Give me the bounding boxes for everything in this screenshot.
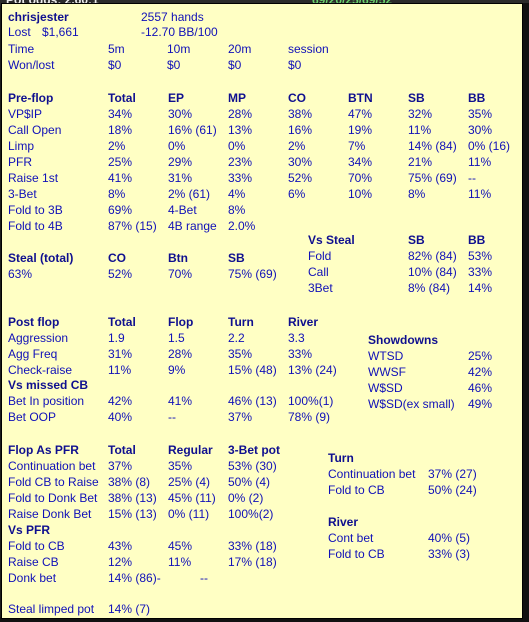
stat-value: 40%	[108, 410, 133, 424]
time-label: Time	[8, 42, 35, 56]
wonlost-label: Won/lost	[8, 58, 55, 72]
stat-value: 0%	[228, 139, 246, 153]
postflop-col-turn: Turn	[228, 315, 254, 329]
steal-total-header: Steal (total)	[8, 251, 74, 265]
stat-value: 42%	[468, 365, 493, 379]
stat-value: 2.2	[228, 331, 245, 345]
stat-value: 82% (84)	[408, 249, 457, 263]
stat-value: 25%	[468, 349, 493, 363]
stat-value: 37% (27)	[428, 467, 477, 481]
player-name[interactable]: chrisjester	[8, 10, 69, 24]
preflop-col-sb: SB	[408, 91, 425, 105]
stat-value: 40% (5)	[428, 531, 471, 545]
stat-label[interactable]: Fold CB to Raise	[8, 475, 99, 489]
stat-value: 29%	[168, 155, 193, 169]
stat-label[interactable]: Check-raise	[8, 363, 73, 377]
stat-value: 35%	[468, 107, 493, 121]
stat-label[interactable]: Fold to CB	[328, 547, 385, 561]
stat-value: 30%	[468, 123, 493, 137]
stat-value: 35%	[228, 347, 253, 361]
vs-steal-header: Vs Steal	[308, 233, 355, 247]
stat-value: 33% (18)	[228, 539, 277, 553]
stat-value: 32%	[408, 107, 433, 121]
stat-value: 41%	[108, 171, 133, 185]
stat-value: 3.3	[288, 331, 305, 345]
stat-label[interactable]: VP$IP	[8, 107, 43, 121]
stat-value: 6%	[288, 187, 306, 201]
stat-value: 38% (13)	[108, 491, 157, 505]
stat-value: 14% (84)	[408, 139, 457, 153]
stat-label[interactable]: 3Bet	[308, 281, 333, 295]
stat-value: 37%	[108, 459, 133, 473]
stat-value: 45% (11)	[168, 491, 216, 505]
stat-value: 43%	[108, 539, 133, 553]
stat-label[interactable]: Donk bet	[8, 571, 57, 585]
vs-pfr-header: Vs PFR	[8, 523, 51, 537]
stat-value: 0% (11)	[168, 507, 210, 521]
preflop-col-total: Total	[108, 91, 136, 105]
stat-label[interactable]: 3-Bet	[8, 187, 37, 201]
stat-label[interactable]: Continuation bet	[8, 459, 96, 473]
stat-label[interactable]: Fold to 3B	[8, 203, 63, 217]
stat-value: 4%	[228, 187, 246, 201]
lost-label: Lost	[8, 25, 31, 39]
stat-value: 78% (9)	[288, 410, 331, 424]
stat-value: 0%	[168, 139, 186, 153]
stat-value: 38% (8)	[108, 475, 151, 489]
stat-value: 15% (48)	[228, 363, 277, 377]
stat-label[interactable]: Agg Freq	[8, 347, 58, 361]
stat-value: 2%	[288, 139, 306, 153]
flop-pfr-col-regular: Regular	[168, 443, 213, 457]
stat-label[interactable]: Aggression	[8, 331, 69, 345]
stat-label[interactable]: 4B range	[168, 219, 217, 233]
stat-value: --	[200, 571, 208, 585]
stat-value: 31%	[108, 347, 133, 361]
stat-value: 13%	[228, 123, 253, 137]
preflop-col-ep: EP	[168, 91, 185, 105]
stat-label[interactable]: Fold to CB	[8, 539, 65, 553]
stat-value: 8%	[228, 203, 246, 217]
stat-value: 33%	[228, 171, 253, 185]
stat-value: 69%	[108, 203, 133, 217]
postflop-col-flop: Flop	[168, 315, 194, 329]
stat-value: 2% (61)	[168, 187, 211, 201]
stat-value: 17% (18)	[228, 555, 277, 569]
preflop-col-co: CO	[288, 91, 306, 105]
stat-value: 34%	[108, 107, 133, 121]
steal-co-value: 52%	[108, 267, 133, 281]
stat-value: 10% (84)	[408, 265, 457, 279]
stat-label[interactable]: Bet OOP	[8, 410, 57, 424]
stat-value: 1.5	[168, 331, 185, 345]
stat-value: 46%	[468, 381, 493, 395]
stat-value: 75% (69)	[408, 171, 457, 185]
wonlost-session: $0	[288, 58, 302, 72]
stat-value: 11%	[108, 363, 132, 377]
stat-value: 31%	[168, 171, 193, 185]
right-shadow	[523, 3, 529, 622]
stat-value: 11%	[468, 155, 492, 169]
stat-value: 33% (3)	[428, 547, 471, 561]
stat-value: 47%	[348, 107, 373, 121]
stat-value: 23%	[228, 155, 253, 169]
stat-label[interactable]: Cont bet	[328, 531, 374, 545]
stat-value: 7%	[348, 139, 366, 153]
stat-value: 33%	[468, 265, 493, 279]
stat-value: 2%	[108, 139, 126, 153]
stat-value: 0% (2)	[228, 491, 264, 505]
stat-label[interactable]: Fold to Donk Bet	[8, 491, 98, 505]
stat-value: 14% (7)	[108, 602, 151, 616]
preflop-col-btn: BTN	[348, 91, 373, 105]
stat-value: 87% (15)	[108, 219, 157, 233]
vs-missed-cb-header: Vs missed CB	[8, 378, 89, 392]
stat-value: 42%	[108, 394, 133, 408]
stat-value: --	[168, 410, 176, 424]
preflop-header: Pre-flop	[8, 91, 54, 105]
vs-steal-col-bb: BB	[468, 233, 486, 247]
stat-value: 28%	[168, 347, 193, 361]
stat-value: 35%	[168, 459, 193, 473]
turn-header: Turn	[328, 451, 354, 465]
stat-value: 28%	[228, 107, 253, 121]
stat-value: 14% (86)-	[108, 571, 161, 585]
stat-value: --	[468, 171, 476, 185]
stat-label[interactable]: Call Open	[8, 123, 62, 137]
stat-value: 46% (13)	[228, 394, 277, 408]
stat-value: 70%	[348, 171, 373, 185]
stat-label[interactable]: Continuation bet	[328, 467, 416, 481]
stat-value: 34%	[348, 155, 373, 169]
steal-col-co: CO	[108, 251, 126, 265]
stat-value: 100%(2)	[228, 507, 274, 521]
steal-total-value: 63%	[8, 267, 33, 281]
stat-value: 52%	[288, 171, 313, 185]
stat-label[interactable]: Limp	[8, 139, 35, 153]
postflop-header: Post flop	[8, 315, 60, 329]
stat-label[interactable]: W$SD	[368, 381, 403, 395]
stat-value: 38%	[288, 107, 313, 121]
stat-label[interactable]: Bet In position	[8, 394, 85, 408]
stat-value: 1.9	[108, 331, 125, 345]
stat-label[interactable]: W$SD(ex small)	[368, 397, 455, 411]
stat-value: 45%	[168, 539, 193, 553]
hud-stats-popup	[1, 3, 523, 619]
stat-value: 16%	[288, 123, 313, 137]
bb-per-100: -12.70 BB/100	[141, 25, 218, 39]
wonlost-10m: $0	[167, 58, 181, 72]
stat-label[interactable]: Raise CB	[8, 555, 59, 569]
showdowns-header: Showdowns	[368, 333, 438, 347]
stat-value: 2.0%	[228, 219, 256, 233]
stat-label[interactable]: WWSF	[368, 365, 406, 379]
preflop-col-mp: MP	[228, 91, 246, 105]
stat-label[interactable]: PFR	[8, 155, 32, 169]
stat-label[interactable]: Steal limped pot	[8, 602, 95, 616]
hands-count: 2557 hands	[141, 10, 204, 24]
stat-value: 21%	[408, 155, 433, 169]
stat-value: 50% (24)	[428, 483, 477, 497]
stat-value: 53%	[468, 249, 493, 263]
stat-value: 25%	[108, 155, 133, 169]
river-header: River	[328, 515, 359, 529]
stat-value: 37%	[228, 410, 253, 424]
stat-value: 18%	[108, 123, 133, 137]
stat-value: 30%	[288, 155, 313, 169]
stat-value: 14%	[468, 281, 493, 295]
stat-label[interactable]: Raise 1st	[8, 171, 59, 185]
postflop-col-total: Total	[108, 315, 136, 329]
stat-label[interactable]: Raise Donk Bet	[8, 507, 92, 521]
flop-pfr-col-total: Total	[108, 443, 136, 457]
stat-label[interactable]: Fold	[308, 249, 332, 263]
wonlost-5m: $0	[108, 58, 122, 72]
stat-label[interactable]: Call	[308, 265, 329, 279]
stat-value: 100%(1)	[288, 394, 334, 408]
stat-label[interactable]: WTSD	[368, 349, 404, 363]
stat-value: 49%	[468, 397, 493, 411]
stat-value: 53% (30)	[228, 459, 277, 473]
steal-col-btn: Btn	[168, 251, 188, 265]
stat-value: 41%	[168, 394, 193, 408]
flop-pfr-col-3bet: 3-Bet pot	[228, 443, 280, 457]
stat-label[interactable]: Fold to 4B	[8, 219, 63, 233]
stat-value: 8%	[408, 187, 426, 201]
steal-btn-value: 70%	[168, 267, 193, 281]
stat-label[interactable]: Fold to CB	[328, 483, 385, 497]
stat-value: 50% (4)	[228, 475, 271, 489]
stat-value: 8%	[108, 187, 126, 201]
wonlost-20m: $0	[228, 58, 242, 72]
stat-label[interactable]: 4-Bet	[168, 203, 197, 217]
stat-value: 8% (84)	[408, 281, 451, 295]
stat-value: 15% (13)	[108, 507, 157, 521]
flop-pfr-header: Flop As PFR	[8, 443, 79, 457]
steal-col-sb: SB	[228, 251, 245, 265]
vs-steal-col-sb: SB	[408, 233, 425, 247]
stat-value: 19%	[348, 123, 373, 137]
stat-value: 11%	[408, 123, 432, 137]
preflop-col-bb: BB	[468, 91, 486, 105]
stat-value: 12%	[108, 555, 133, 569]
time-col-session: session	[288, 42, 329, 56]
time-col-10m: 10m	[167, 42, 191, 56]
time-col-5m: 5m	[108, 42, 125, 56]
lost-amount: $1,661	[42, 25, 79, 39]
postflop-col-river: River	[288, 315, 319, 329]
stat-value: 11%	[468, 187, 492, 201]
time-col-20m: 20m	[228, 42, 252, 56]
stat-value: 16% (61)	[168, 123, 217, 137]
stat-value: 30%	[168, 107, 193, 121]
stat-value: 0% (16)	[468, 139, 511, 153]
stat-value: 11%	[168, 555, 192, 569]
stat-value: 25% (4)	[168, 475, 211, 489]
steal-sb-value: 75% (69)	[228, 267, 277, 281]
stat-value: 33%	[288, 347, 313, 361]
stat-value: 9%	[168, 363, 186, 377]
stat-value: 10%	[348, 187, 373, 201]
stat-value: 13% (24)	[288, 363, 337, 377]
